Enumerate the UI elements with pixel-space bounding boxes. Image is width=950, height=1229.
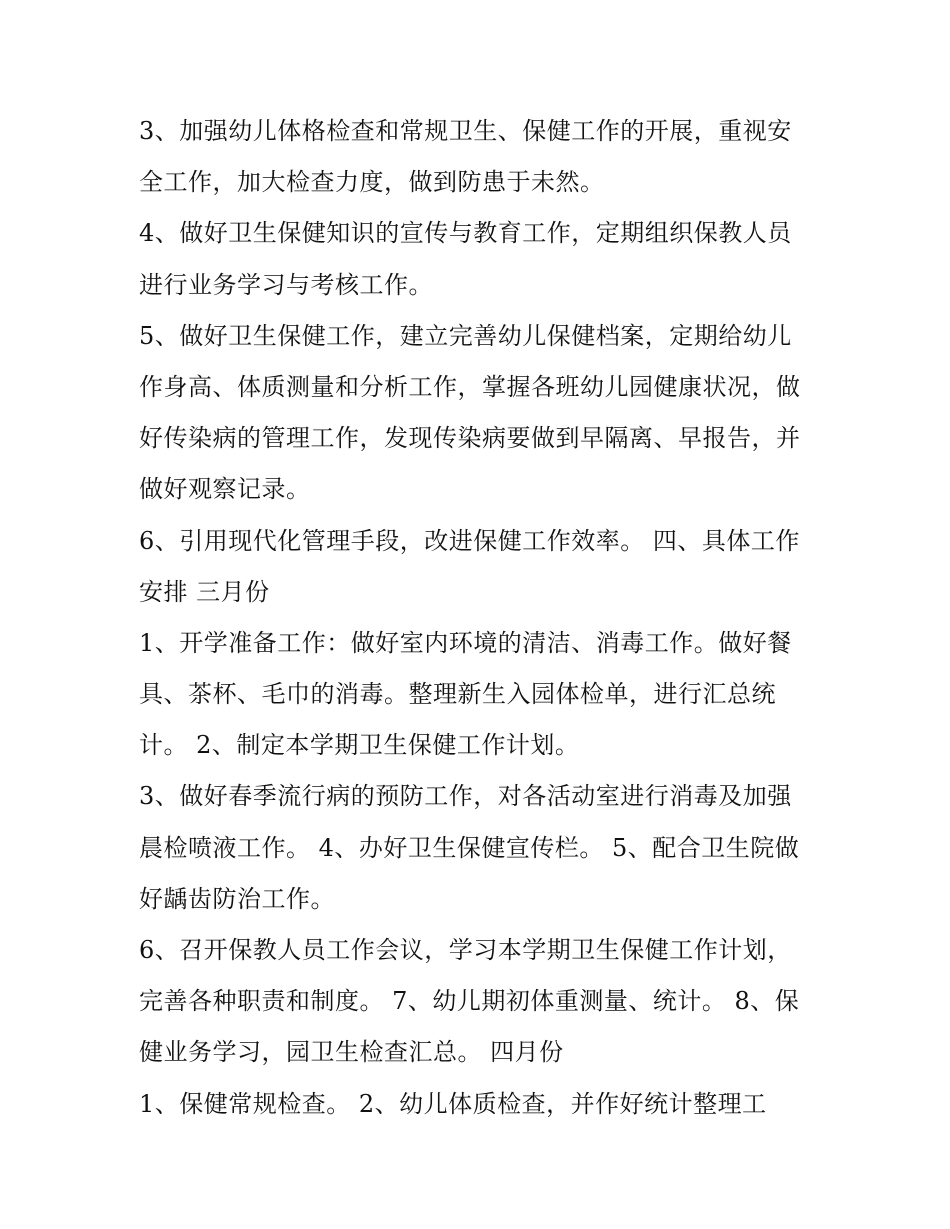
text-line: 安排 三月份 [139,577,270,606]
text-line: 6、召开保教人员工作会议，学习本学期卫生保健工作计划， [139,936,792,964]
text-line: 进行业务学习与考核工作。 [139,270,433,299]
text-line: 6、引用现代化管理手段，改进保健工作效率。 四、具体工作 [139,526,800,555]
document-body [139,106,819,1130]
text-line: 1、保健常规检查。 2、幼儿体质检查，并作好统计整理工 [139,1089,767,1118]
text-line: 好传染病的管理工作，发现传染病要做到早隔离、早报告，并 [139,424,801,453]
text-line: 健业务学习，园卫生检查汇总。 四月份 [139,1038,564,1067]
text-line: 计。 2、制定本学期卫生保健工作计划。 [139,731,580,760]
text-line: 全工作，加大检查力度，做到防患于未然。 [139,168,605,197]
text-line: 晨检喷液工作。 4、办好卫生保健宣传栏。 5、配合卫生院做 [139,833,800,862]
text-line: 4、做好卫生保健知识的宣传与教育工作，定期组织保教人员 [139,219,792,248]
text-line: 做好观察记录。 [139,475,311,504]
text-line: 作身高、体质测量和分析工作，掌握各班幼儿园健康状况，做 [139,372,801,401]
text-line: 好龋齿防治工作。 [139,884,335,913]
text-line: 3、做好春季流行病的预防工作，对各活动室进行消毒及加强 [139,782,792,811]
text-line: 1、开学准备工作：做好室内环境的清洁、消毒工作。做好餐 [139,628,792,657]
text-line: 具、茶杯、毛巾的消毒。整理新生入园体检单，进行汇总统 [139,680,776,709]
text-line: 3、加强幼儿体格检查和常规卫生、保健工作的开展，重视安 [139,117,792,145]
text-line: 完善各种职责和制度。 7、幼儿期初体重测量、统计。 8、保 [139,987,800,1016]
text-line: 5、做好卫生保健工作，建立完善幼儿保健档案，定期给幼儿 [139,321,792,350]
